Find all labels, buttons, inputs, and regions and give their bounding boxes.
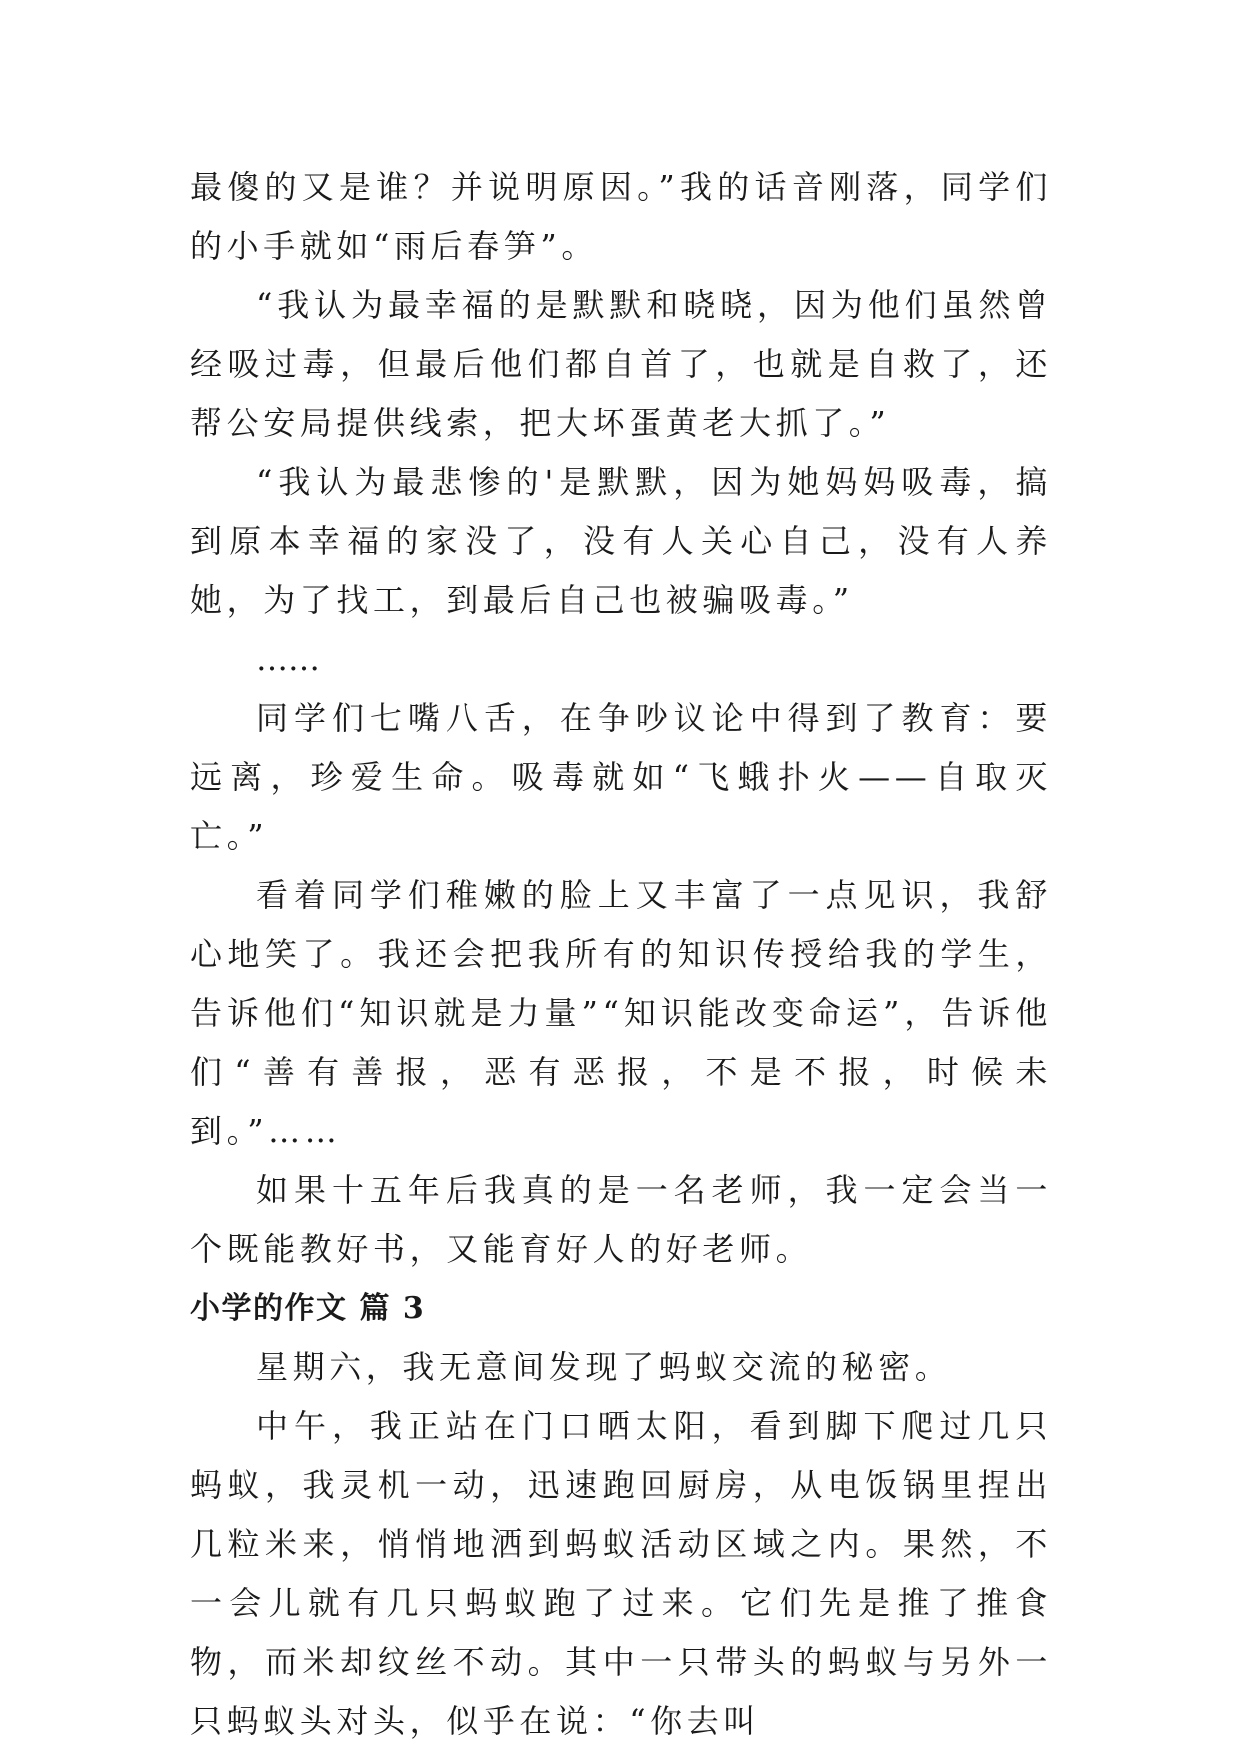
paragraph: 星期六，我无意间发现了蚂蚁交流的秘密。 (256, 1348, 952, 1386)
paragraph: 最傻的又是谁？并说明原因。”我的话音刚落，同学们的小手就如“雨后春笋”。 (190, 168, 1052, 265)
paragraph: 同学们七嘴八舌，在争吵议论中得到了教育：要远离，珍爱生命。吸毒就如“飞蛾扑火——自取灭亡。” (190, 699, 1052, 855)
document-body (190, 158, 1052, 1751)
ellipsis-paragraph: …… (256, 640, 320, 678)
paragraph: 如果十五年后我真的是一名老师，我一定会当一个既能教好书，又能育好人的好老师。 (190, 1171, 1052, 1268)
paragraph: “我认为最幸福的是默默和晓晓，因为他们虽然曾经吸过毒，但最后他们都自首了，也就是自救了，还帮公安局提供线索，把大坏蛋黄老大抓了。” (190, 286, 1052, 442)
paragraph: 看着同学们稚嫩的脸上又丰富了一点见识，我舒心地笑了。我还会把我所有的知识传授给我的学生，告诉他们“知识就是力量”“知识能改变命运”，告诉他们“善有善报，恶有恶报，不是不报，时候未到。”…… (190, 876, 1052, 1150)
paragraph: “我认为最悲惨的'是默默，因为她妈妈吸毒，搞到原本幸福的家没了，没有人关心自己，没有人养她，为了找工，到最后自己也被骗吸毒。” (190, 463, 1052, 619)
section-heading: 小学的作文 篇 3 (190, 1291, 426, 1326)
paragraph: 中午，我正站在门口晒太阳，看到脚下爬过几只蚂蚁，我灵机一动，迅速跑回厨房，从电饭锅里捏出几粒米来，悄悄地洒到蚂蚁活动区域之内。果然，不一会儿就有几只蚂蚁跑了过来。它们先是推了推食物，而米却纹丝不动。其中一只带头的蚂蚁与另外一只蚂蚁头对头，似乎在说：“你去叫 (190, 1407, 1052, 1740)
